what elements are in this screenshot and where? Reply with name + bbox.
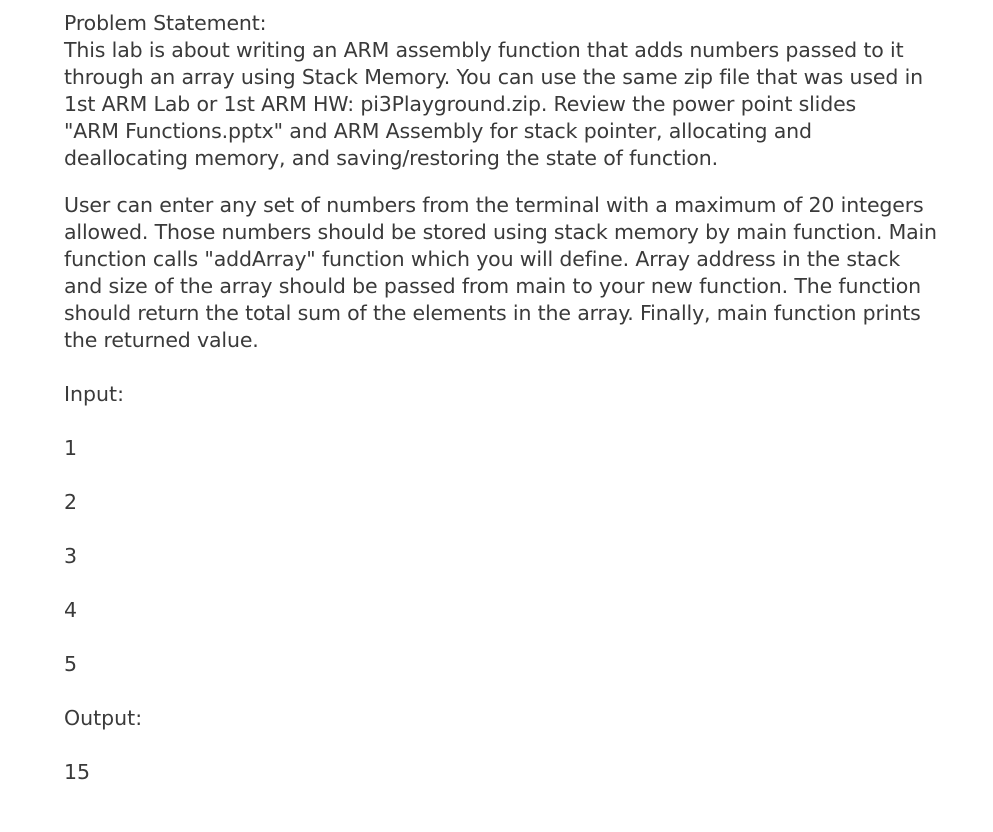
paragraph-line: should return the total sum of the elements in the array. Finally, main function prints <box>64 301 921 325</box>
paragraph-line: "ARM Functions.pptx" and ARM Assembly for stack pointer, allocating and <box>64 119 812 143</box>
paragraph-line: deallocating memory, and saving/restoring the state of function. <box>64 146 718 170</box>
input-value: 2 <box>64 490 78 514</box>
paragraph-line: and size of the array should be passed from main to your new function. The function <box>64 274 921 298</box>
output-label: Output: <box>64 706 143 730</box>
problem-heading: Problem Statement: <box>64 11 267 35</box>
input-value: 4 <box>64 598 78 622</box>
paragraph-line: through an array using Stack Memory. You can use the same zip file that was used in <box>64 65 923 89</box>
input-value: 1 <box>64 436 78 460</box>
problem-intro-paragraph <box>64 10 984 172</box>
paragraph-line: allowed. Those numbers should be stored using stack memory by main function. Main <box>64 220 937 244</box>
paragraph-line: 1st ARM Lab or 1st ARM HW: pi3Playground.zip. Review the power point slides <box>64 92 857 116</box>
problem-requirements-paragraph <box>64 192 984 354</box>
input-label: Input: <box>64 382 124 406</box>
paragraph-line: User can enter any set of numbers from the terminal with a maximum of 20 integers <box>64 193 924 217</box>
paragraph-line: function calls "addArray" function which you will define. Array address in the stack <box>64 247 901 271</box>
paragraph-line: This lab is about writing an ARM assembly function that adds numbers passed to it <box>64 38 904 62</box>
output-value: 15 <box>64 760 91 784</box>
problem-document <box>64 10 984 786</box>
input-value: 3 <box>64 544 78 568</box>
paragraph-line: the returned value. <box>64 328 259 352</box>
input-value: 5 <box>64 652 78 676</box>
